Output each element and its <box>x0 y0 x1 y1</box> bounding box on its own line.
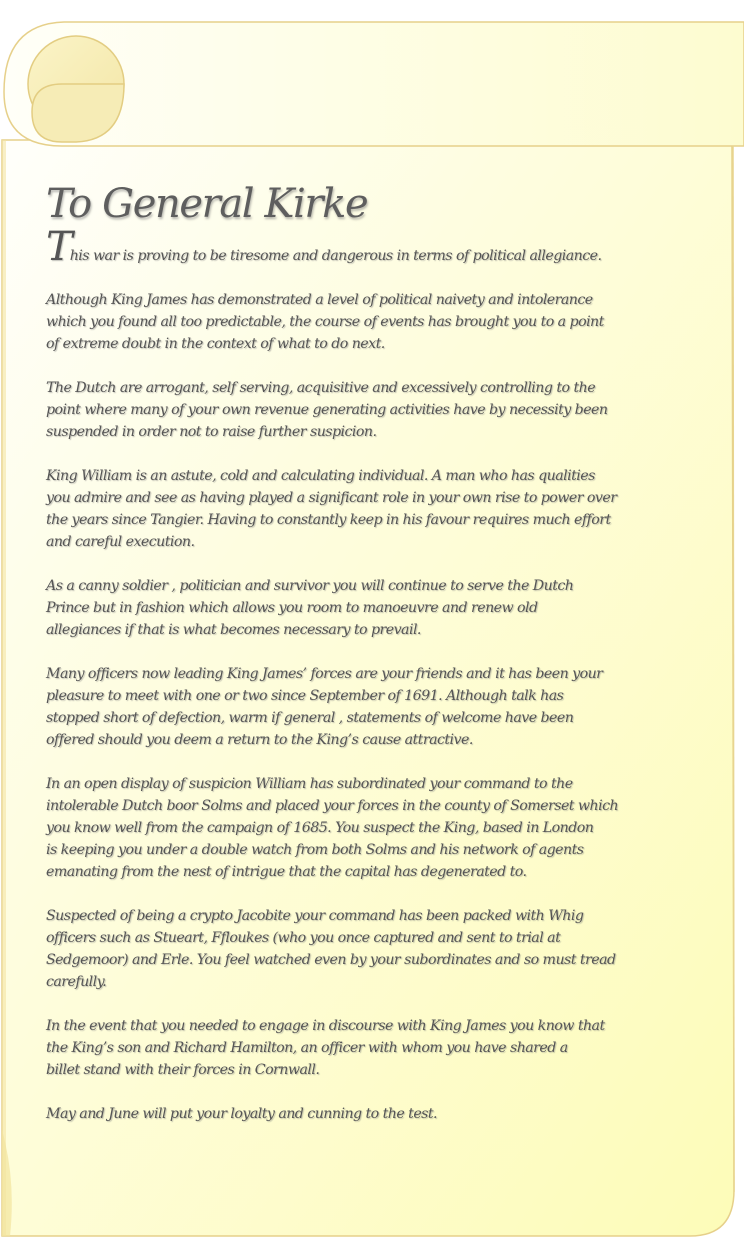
letter-title: To General Kirke <box>46 181 368 227</box>
letter-paragraph: King William is an astute, cold and calculating individual. A man who has qualities you admire and see as having played a significant role in your own rise to power over the years since Tangier. Having to constantly keep in his favour requires much effort and careful execution. <box>46 468 617 550</box>
letter-body <box>46 178 676 1147</box>
letter-opening-line <box>46 224 676 270</box>
letter-paragraph: May and June will put your loyalty and cunning to the test. <box>46 1106 438 1122</box>
letter-paragraph: The Dutch are arrogant, self serving, acquisitive and excessively controlling to the point where many of your own revenue generating activities have by necessity been suspended in order not to raise further suspicion. <box>46 380 608 440</box>
opening-line-text: his war is proving to be tiresome and dangerous in terms of political allegiance. <box>69 248 602 264</box>
letter-paragraph: In an open display of suspicion William has subordinated your command to the intolerable Dutch boor Solms and placed your forces in the county of Somerset which you know well from the campaign of 1685. You suspect the King, based in London is keeping you under a double watch from both Solms and his network of agents emanating from the nest of intrigue that the capital has degenerated to. <box>46 776 619 880</box>
letter-paragraph: As a canny soldier , politician and survivor you will continue to serve the Dutch Prince but in fashion which allows you room to manoeuvre and renew old allegiances if that is what becomes necessary to prevail. <box>46 578 574 638</box>
letter-paragraph: Although King James has demonstrated a level of political naivety and intolerance which you found all too predictable, the course of events has brought you to a point of extreme doubt in the context of what to do next. <box>46 292 604 352</box>
letter-paragraph: Many officers now leading King James’ forces are your friends and it has been your pleasure to meet with one or two since September of 1691. Although talk has stopped short of defection, warm if general , statements of welcome have been offered should you deem a return to the King’s cause attractive. <box>46 666 603 748</box>
letter-paragraph: Suspected of being a crypto Jacobite your command has been packed with Whig officers such as Stueart, Ffloukes (who you once captured and sent to trial at Sedgemoor) and Erle. You feel watched even by your subordinates and so must tread carefully. <box>46 908 616 990</box>
letter-paragraph: In the event that you needed to engage in discourse with King James you know that the King’s son and Richard Hamilton, an officer with whom you have shared a billet stand with their forces in Cornwall. <box>46 1018 605 1078</box>
drop-cap: T <box>46 224 70 270</box>
